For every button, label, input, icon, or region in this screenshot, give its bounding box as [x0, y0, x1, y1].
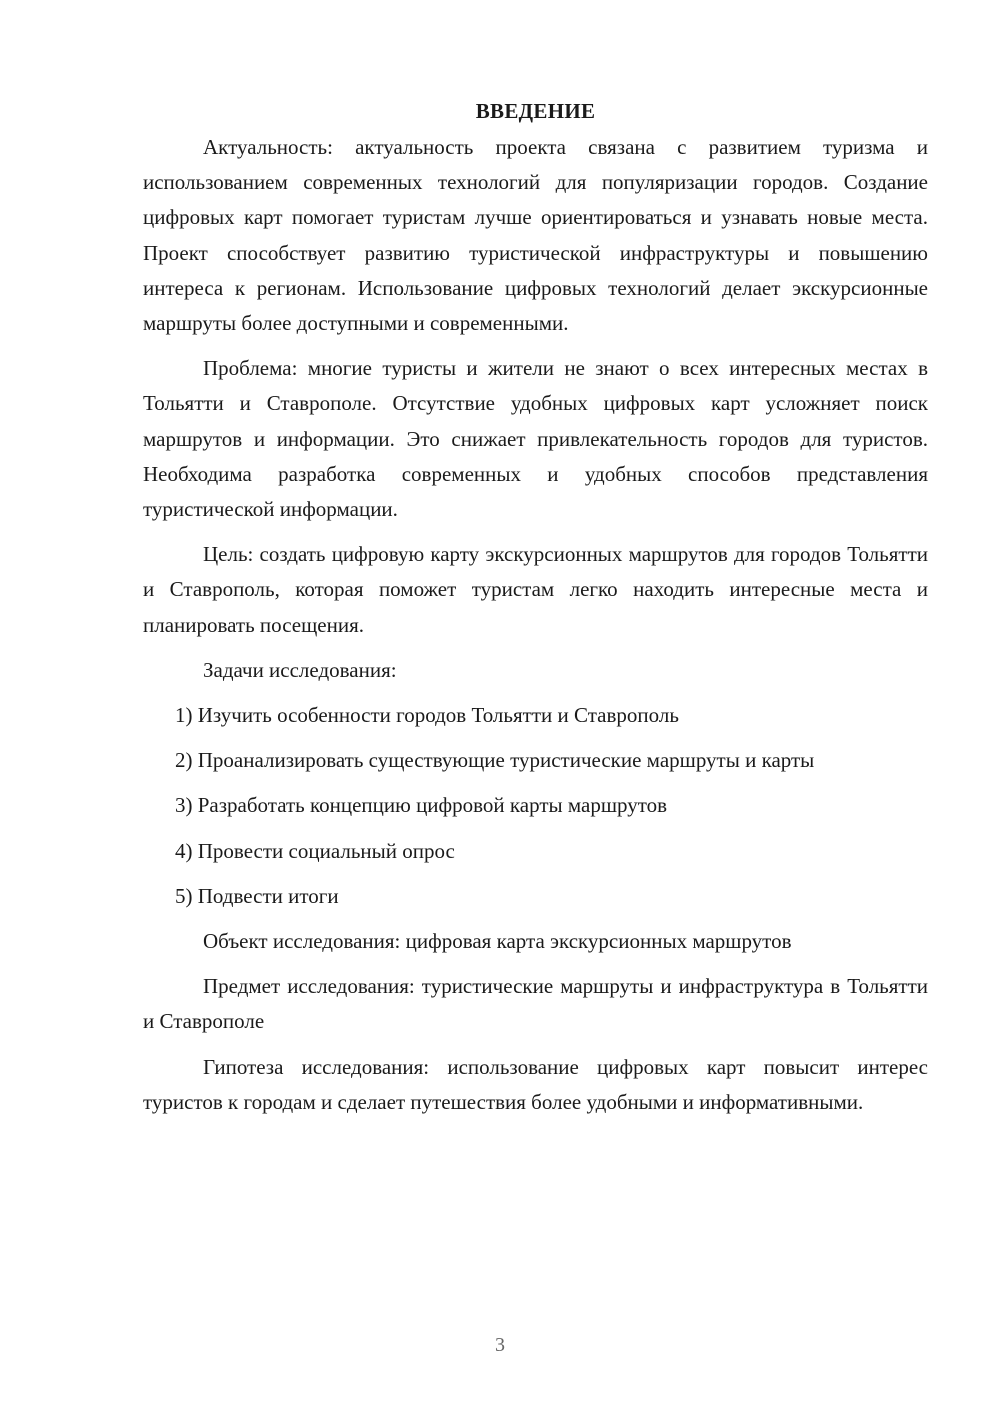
- task-item-4: 4) Провести социальный опрос: [175, 838, 455, 863]
- task-item-3: 3) Разработать концепцию цифровой карты маршрутов: [175, 793, 668, 818]
- document-page: [143, 96, 928, 1130]
- relevance-paragraph: Актуальность: актуальность проекта связана с развитием туризма и использованием современных технологий для популяризации городов. Создание цифровых карт помогает туристам лучше ориентироваться и узнавать новые места. Проект способствует развитию туристической инфраструктуры и повышению интереса к регионам. Использование цифровых технологий делает экскурсионные маршруты более доступными и современными.: [143, 135, 928, 336]
- problem-paragraph: Проблема: многие туристы и жители не знают о всех интересных местах в Тольятти и Ставрополе. Отсутствие удобных цифровых карт усложняет поиск маршрутов и информации. Это снижает привлекательность городов для туристов. Необходима разработка современных и удобных способов представления туристической информации.: [143, 356, 928, 522]
- goal-paragraph: Цель: создать цифровую карту экскурсионных маршрутов для городов Тольятти и Ставрополь, которая поможет туристам легко находить интересные места и планировать посещения.: [143, 542, 928, 637]
- task-item-1: 1) Изучить особенности городов Тольятти и Ставрополь: [175, 703, 679, 728]
- subject-paragraph: Предмет исследования: туристические маршруты и инфраструктура в Тольятти и Ставрополе: [143, 974, 928, 1034]
- page-number: 3: [495, 1334, 505, 1356]
- hypothesis-paragraph: Гипотеза исследования: использование цифровых карт повысит интерес туристов к городам и сделает путешествия более удобными и информативными.: [143, 1054, 928, 1114]
- object-paragraph: Объект исследования: цифровая карта экскурсионных маршрутов: [203, 929, 792, 954]
- section-title: ВВЕДЕНИЕ: [475, 99, 596, 123]
- task-item-2: 2) Проанализировать существующие туристические маршруты и карты: [175, 748, 815, 773]
- tasks-heading: Задачи исследования:: [203, 657, 397, 682]
- task-item-5: 5) Подвести итоги: [175, 883, 339, 908]
